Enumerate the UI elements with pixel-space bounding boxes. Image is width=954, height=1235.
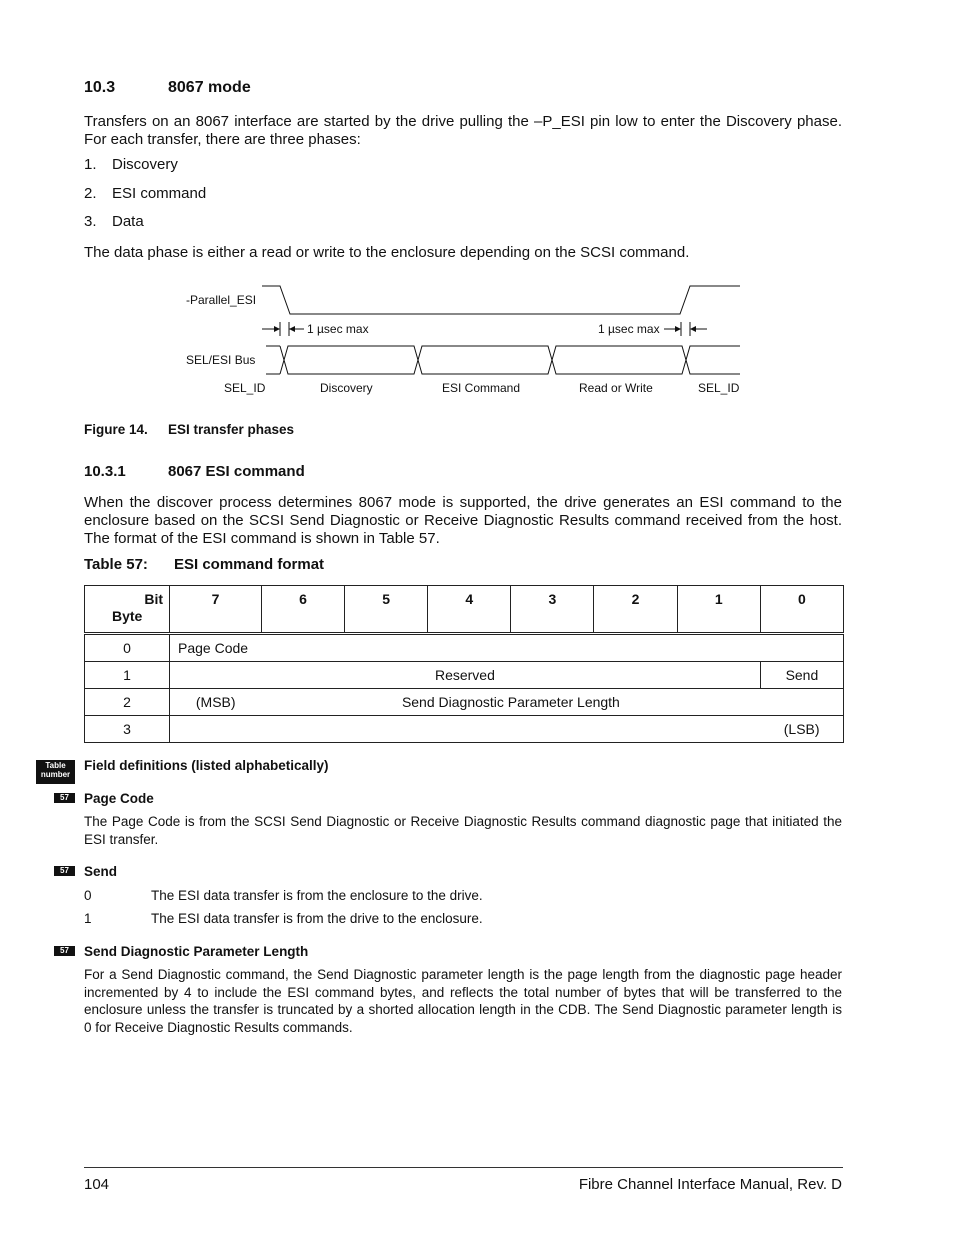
- subsection-paragraph: When the discover process determines 8067 mode is supported, the drive generates an ESI command to the enclosure based on the SCSI Send Diagnostic or Receive Diagnostic Results command received from the host. The format of the ESI command is shown in Table 57.: [84, 494, 842, 547]
- bit-header: 7: [170, 586, 262, 634]
- subsection-heading: 10.3.1 8067 ESI command: [84, 463, 305, 480]
- phase-list-item: 1. Discovery: [84, 156, 178, 173]
- page-code-field: Page Code: [170, 634, 844, 662]
- table-row: [85, 716, 844, 743]
- table-row: [85, 689, 844, 716]
- byte-number: 0: [85, 634, 170, 662]
- phase-label: Read or Write: [579, 381, 653, 395]
- lsb-marker: (LSB): [760, 716, 843, 743]
- byte-number: 1: [85, 662, 170, 689]
- phase-list-item: 2. ESI command: [84, 185, 207, 202]
- bit-header: 1: [677, 586, 760, 634]
- page-code-heading: Page Code: [84, 791, 154, 806]
- esi-command-format-table: [84, 585, 844, 743]
- byte-number: 2: [85, 689, 170, 716]
- bit-header: 6: [261, 586, 344, 634]
- timing-label-right: 1 µsec max: [598, 322, 660, 336]
- figure-caption: Figure 14. ESI transfer phases: [84, 422, 295, 437]
- table-row: [85, 662, 844, 689]
- table-row: [85, 634, 844, 662]
- data-phase-paragraph: The data phase is either a read or write to the enclosure depending on the SCSI command.: [84, 244, 690, 261]
- bit-header: 3: [511, 586, 594, 634]
- bit-header: 4: [428, 586, 511, 634]
- intro-paragraph: Transfers on an 8067 interface are started by the drive pulling the –P_ESI pin low to enter the Discovery phase. For each transfer, there are three phases:: [84, 113, 842, 148]
- phase-list-item: 3. Data: [84, 213, 144, 230]
- page-code-description: The Page Code is from the SCSI Send Diagnostic or Receive Diagnostic Results command diagnostic page that initiated the ESI transfer.: [84, 814, 842, 847]
- section-number: 10.3: [84, 79, 116, 96]
- bit-header: 2: [594, 586, 677, 634]
- send-heading: Send: [84, 864, 118, 879]
- table-57-badge: 57: [54, 946, 75, 956]
- footer-rule: [84, 1167, 843, 1168]
- send-diagnostic-parameter-length-field: Send Diagnostic Parameter Length: [261, 689, 760, 716]
- section-title: 8067 mode: [168, 79, 251, 96]
- timing-label-left: 1 µsec max: [307, 322, 369, 336]
- byte-number: 3: [85, 716, 170, 743]
- signal-label-bus: SEL/ESI Bus: [186, 353, 256, 367]
- esi-timing-diagram: [0, 0, 954, 420]
- send-value-0: 0 The ESI data transfer is from the enclosure to the drive.: [84, 888, 483, 903]
- phase-label: Discovery: [320, 381, 373, 395]
- msb-marker: (MSB): [170, 689, 262, 716]
- parallel-esi-waveform: [262, 286, 740, 314]
- phase-label: ESI Command: [442, 381, 521, 395]
- phase-label: SEL_ID: [224, 381, 266, 395]
- manual-title: Fibre Channel Interface Manual, Rev. D: [578, 1176, 842, 1193]
- sdpl-heading: Send Diagnostic Parameter Length: [84, 944, 309, 959]
- bit-header: 0: [760, 586, 843, 634]
- sdpl-description: For a Send Diagnostic command, the Send Diagnostic parameter length is the page length from the diagnostic page header incremented by 4 to include the ESI command bytes, and reflects the total number of bytes that will be transferred to the enclosure unless the transfer is truncated by a shorted allocation length in the CDB. The Send Diagnostic parameter length is 0 for Receive Diagnostic Results commands.: [84, 967, 842, 1035]
- bit-header: 5: [345, 586, 428, 634]
- sel-esi-bus-waveform: [266, 346, 740, 374]
- table-57-badge: 57: [54, 866, 75, 876]
- signal-label-parallel-esi: -Parallel_ESI: [186, 293, 257, 307]
- bit-byte-corner: Bit Byte: [85, 586, 170, 634]
- table-number-badge: Table number: [36, 760, 75, 784]
- empty-cell: [170, 716, 761, 743]
- send-field: Send: [760, 662, 843, 689]
- page-number: 104: [84, 1176, 110, 1193]
- reserved-field: Reserved: [170, 662, 761, 689]
- empty-cell: [760, 689, 843, 716]
- phase-label: SEL_ID: [698, 381, 740, 395]
- send-value-1: 1 The ESI data transfer is from the drive to the enclosure.: [84, 911, 483, 926]
- table-caption: Table 57: ESI command format: [84, 556, 325, 573]
- table-57-badge: 57: [54, 793, 75, 803]
- field-definitions-heading: Field definitions (listed alphabetically): [84, 758, 329, 773]
